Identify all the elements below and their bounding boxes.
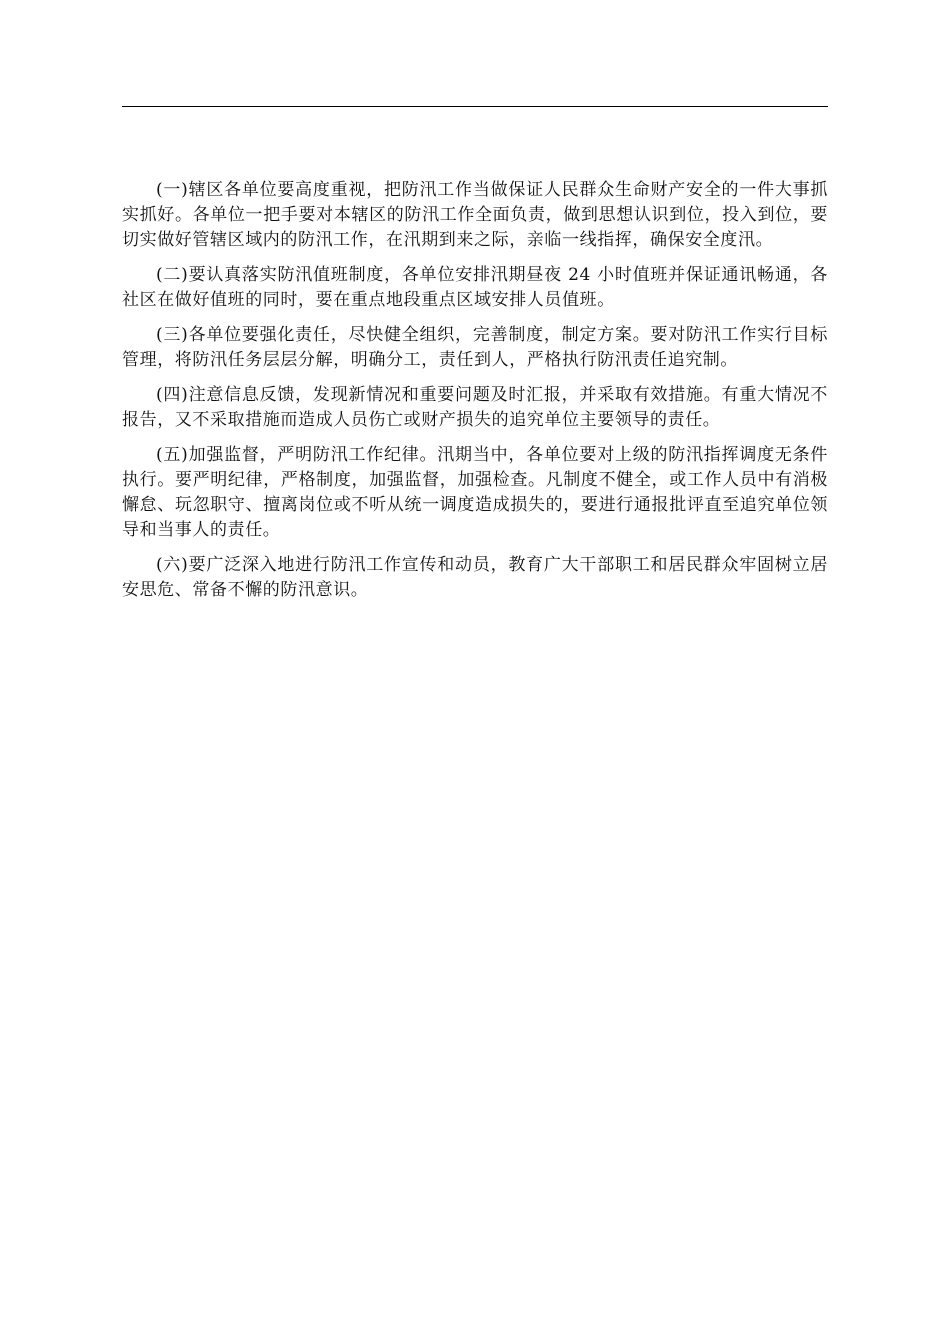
paragraph-2: (二)要认真落实防汛值班制度，各单位安排汛期昼夜 24 小时值班并保证通讯畅通，各社区在做好值班的同时，要在重点地段重点区域安排人员值班。 bbox=[122, 265, 828, 310]
paragraph-4: (四)注意信息反馈，发现新情况和重要问题及时汇报，并采取有效措施。有重大情况不报告，又不采取措施而造成人员伤亡或财产损失的追究单位主要领导的责任。 bbox=[122, 385, 828, 430]
paragraph-5: (五)加强监督，严明防汛工作纪律。汛期当中，各单位要对上级的防汛指挥调度无条件执行。要严明纪律，严格制度，加强监督，加强检查。凡制度不健全，或工作人员中有消极懈怠、玩忽职守、擅离岗位或不听从统一调度造成损失的，要进行通报批评直至追究单位领导和当事人的责任。 bbox=[122, 445, 828, 540]
document-body bbox=[122, 178, 828, 613]
header-rule bbox=[122, 106, 828, 107]
paragraph-6: (六)要广泛深入地进行防汛工作宣传和动员，教育广大干部职工和居民群众牢固树立居安思危、常备不懈的防汛意识。 bbox=[122, 555, 828, 600]
paragraph-3: (三)各单位要强化责任，尽快健全组织，完善制度，制定方案。要对防汛工作实行目标管理，将防汛任务层层分解，明确分工，责任到人，严格执行防汛责任追究制。 bbox=[122, 325, 828, 370]
paragraph-1: (一)辖区各单位要高度重视，把防汛工作当做保证人民群众生命财产安全的一件大事抓实抓好。各单位一把手要对本辖区的防汛工作全面负责，做到思想认识到位，投入到位，要切实做好管辖区域内的防汛工作，在汛期到来之际，亲临一线指挥，确保安全度汛。 bbox=[122, 180, 828, 250]
